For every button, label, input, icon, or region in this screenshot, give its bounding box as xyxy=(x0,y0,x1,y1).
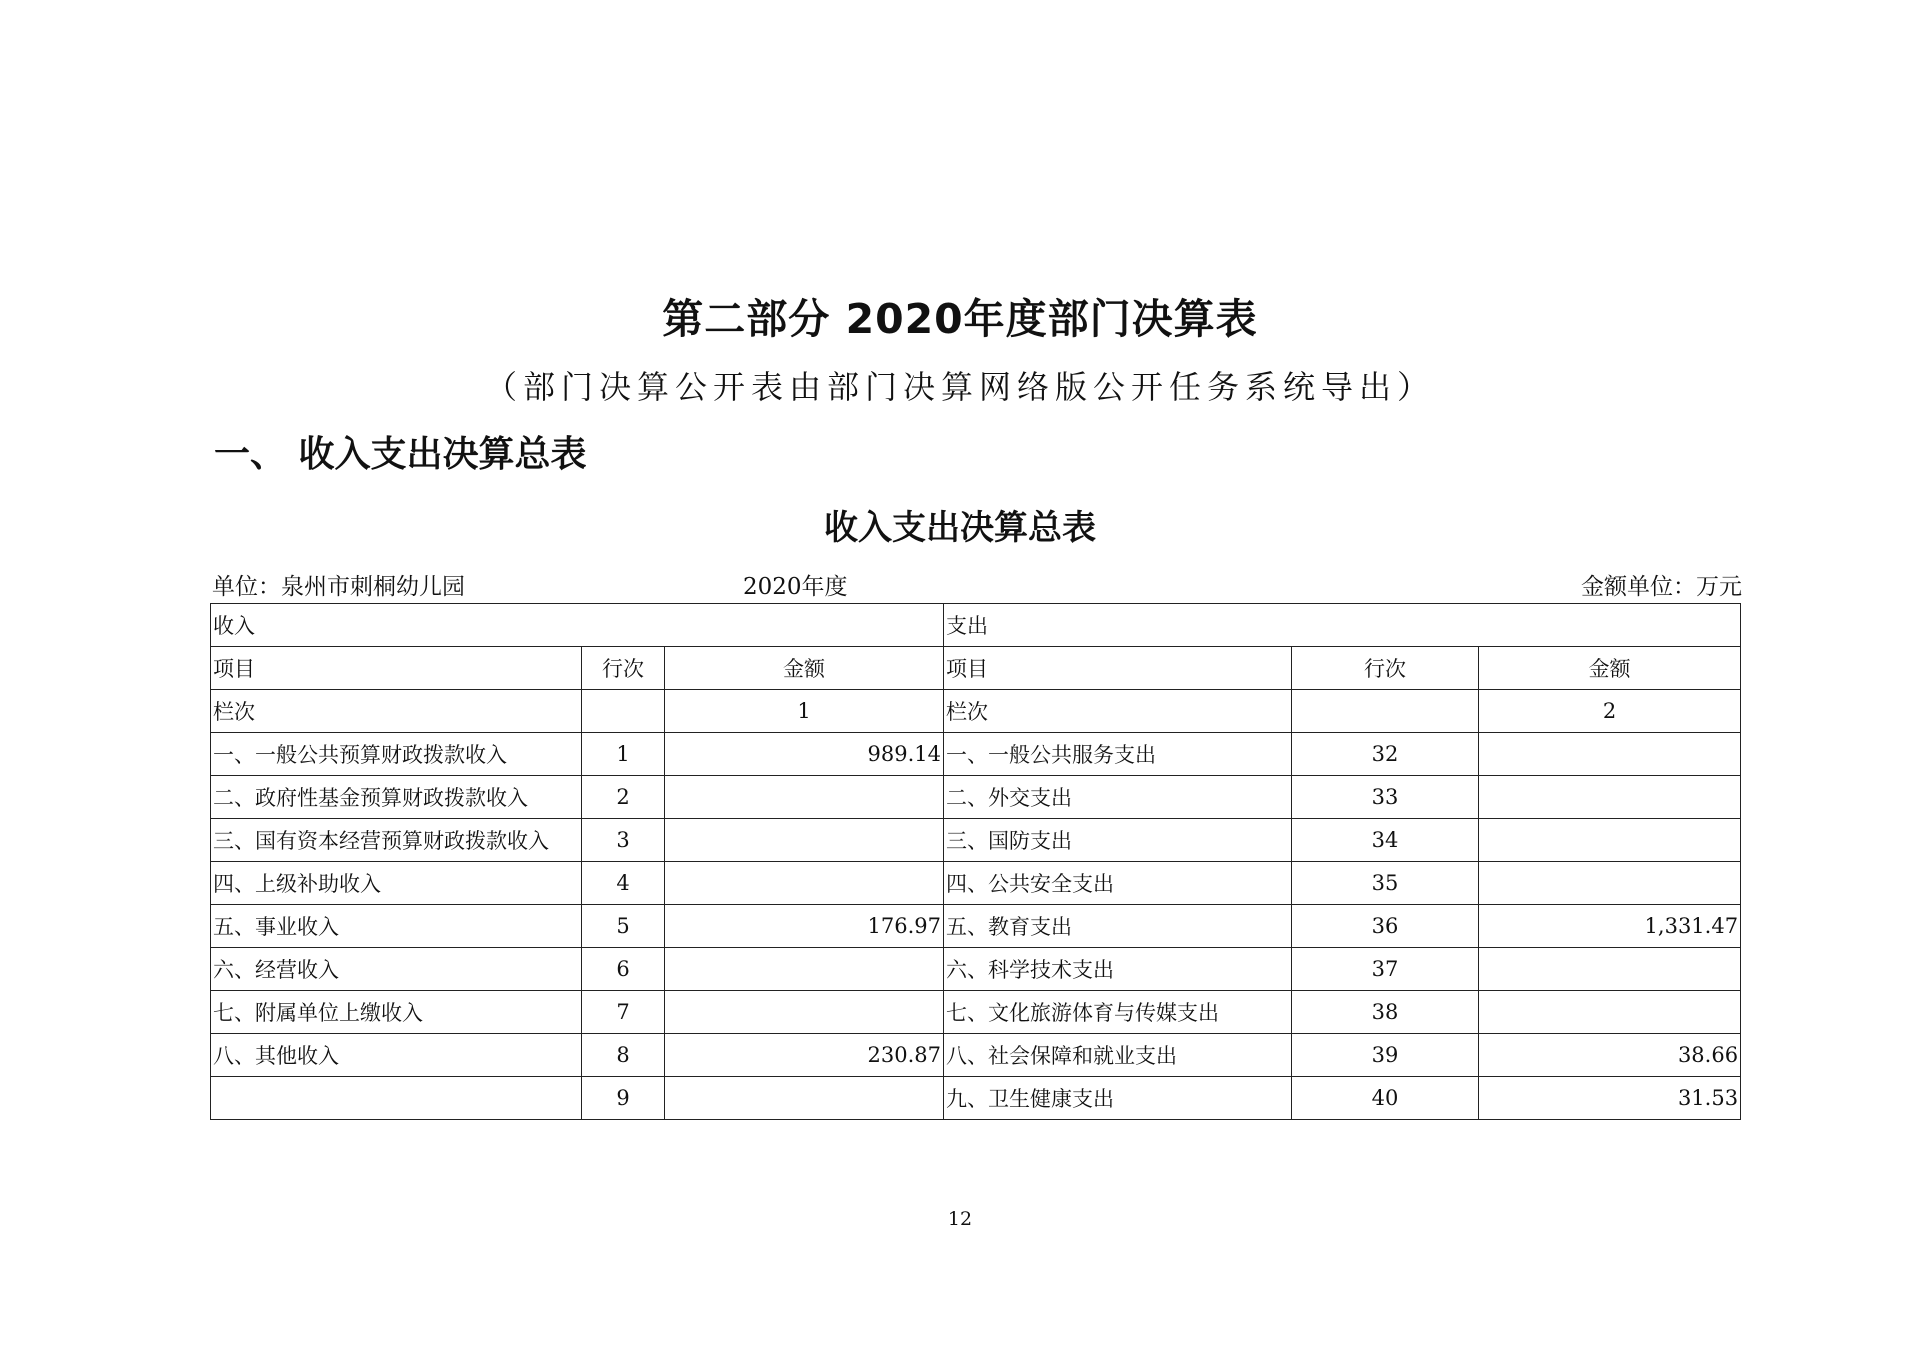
income-amount-cell xyxy=(665,776,944,819)
expense-item-cell: 一、一般公共服务支出 xyxy=(944,733,1292,776)
table-row xyxy=(211,1034,1741,1077)
income-item-cell: 七、附属单位上缴收入 xyxy=(211,991,582,1034)
column-number-blank-2 xyxy=(1292,690,1479,733)
document-subtitle: （部门决算公开表由部门决算网络版公开任务系统导出） xyxy=(484,368,1435,406)
column-number-1: 1 xyxy=(665,690,944,733)
income-line-cell: 5 xyxy=(582,905,665,948)
expense-line-cell: 34 xyxy=(1292,819,1479,862)
currency-unit: 金额单位：万元 xyxy=(1581,574,1742,600)
income-amount-cell xyxy=(665,819,944,862)
column-number-label-2: 栏次 xyxy=(944,690,1292,733)
income-amount-cell xyxy=(665,862,944,905)
income-item-cell xyxy=(211,1077,582,1120)
income-item-cell: 八、其他收入 xyxy=(211,1034,582,1077)
income-line-cell: 4 xyxy=(582,862,665,905)
income-item-column-header: 项目 xyxy=(211,647,582,690)
table-row xyxy=(211,1077,1741,1120)
table-row xyxy=(211,948,1741,991)
expense-item-cell: 九、卫生健康支出 xyxy=(944,1077,1292,1120)
expense-amount-cell xyxy=(1479,948,1741,991)
income-amount-cell xyxy=(665,991,944,1034)
expense-item-cell: 五、教育支出 xyxy=(944,905,1292,948)
income-amount-cell: 230.87 xyxy=(665,1034,944,1077)
income-line-cell: 3 xyxy=(582,819,665,862)
income-item-cell: 四、上级补助收入 xyxy=(211,862,582,905)
table-section-row xyxy=(211,604,1741,647)
income-expense-table xyxy=(210,603,1741,1120)
expense-line-cell: 37 xyxy=(1292,948,1479,991)
expense-item-column-header: 项目 xyxy=(944,647,1292,690)
column-number-2: 2 xyxy=(1479,690,1741,733)
income-item-cell: 六、经营收入 xyxy=(211,948,582,991)
expense-line-cell: 35 xyxy=(1292,862,1479,905)
expense-item-cell: 七、文化旅游体育与传媒支出 xyxy=(944,991,1292,1034)
section-heading: 一、 收入支出决算总表 xyxy=(214,434,587,475)
column-number-blank xyxy=(582,690,665,733)
income-amount-cell xyxy=(665,948,944,991)
expense-line-cell: 40 xyxy=(1292,1077,1479,1120)
table-row xyxy=(211,862,1741,905)
income-amount-cell xyxy=(665,1077,944,1120)
expense-item-cell: 八、社会保障和就业支出 xyxy=(944,1034,1292,1077)
income-section-header: 收入 xyxy=(211,604,944,647)
expense-amount-cell xyxy=(1479,819,1741,862)
expense-line-column-header: 行次 xyxy=(1292,647,1479,690)
expense-amount-cell xyxy=(1479,776,1741,819)
expense-line-cell: 39 xyxy=(1292,1034,1479,1077)
table-title: 收入支出决算总表 xyxy=(824,508,1096,548)
table-row xyxy=(211,905,1741,948)
expense-line-cell: 36 xyxy=(1292,905,1479,948)
fiscal-year: 2020年度 xyxy=(743,574,848,600)
table-row xyxy=(211,733,1741,776)
table-row xyxy=(211,776,1741,819)
income-item-cell: 二、政府性基金预算财政拨款收入 xyxy=(211,776,582,819)
income-line-cell: 6 xyxy=(582,948,665,991)
expense-amount-cell xyxy=(1479,862,1741,905)
expense-amount-column-header: 金额 xyxy=(1479,647,1741,690)
expense-section-header: 支出 xyxy=(944,604,1741,647)
table-header-row xyxy=(211,647,1741,690)
column-number-label: 栏次 xyxy=(211,690,582,733)
page-number: 12 xyxy=(947,1208,973,1230)
column-number-row xyxy=(211,690,1741,733)
expense-amount-cell: 31.53 xyxy=(1479,1077,1741,1120)
table-row xyxy=(211,991,1741,1034)
income-item-cell: 三、国有资本经营预算财政拨款收入 xyxy=(211,819,582,862)
expense-amount-cell: 1,331.47 xyxy=(1479,905,1741,948)
income-line-cell: 7 xyxy=(582,991,665,1034)
income-line-cell: 1 xyxy=(582,733,665,776)
income-item-cell: 一、一般公共预算财政拨款收入 xyxy=(211,733,582,776)
reporting-unit: 单位：泉州市刺桐幼儿园 xyxy=(212,574,465,600)
income-line-cell: 9 xyxy=(582,1077,665,1120)
expense-amount-cell: 38.66 xyxy=(1479,1034,1741,1077)
income-amount-cell: 176.97 xyxy=(665,905,944,948)
income-item-cell: 五、事业收入 xyxy=(211,905,582,948)
table-row xyxy=(211,819,1741,862)
expense-item-cell: 六、科学技术支出 xyxy=(944,948,1292,991)
document-title: 第二部分 2020年度部门决算表 xyxy=(662,295,1258,343)
expense-line-cell: 32 xyxy=(1292,733,1479,776)
income-line-cell: 8 xyxy=(582,1034,665,1077)
income-line-column-header: 行次 xyxy=(582,647,665,690)
expense-line-cell: 33 xyxy=(1292,776,1479,819)
expense-item-cell: 四、公共安全支出 xyxy=(944,862,1292,905)
expense-item-cell: 三、国防支出 xyxy=(944,819,1292,862)
expense-line-cell: 38 xyxy=(1292,991,1479,1034)
income-line-cell: 2 xyxy=(582,776,665,819)
expense-amount-cell xyxy=(1479,733,1741,776)
income-amount-column-header: 金额 xyxy=(665,647,944,690)
income-amount-cell: 989.14 xyxy=(665,733,944,776)
expense-item-cell: 二、外交支出 xyxy=(944,776,1292,819)
expense-amount-cell xyxy=(1479,991,1741,1034)
